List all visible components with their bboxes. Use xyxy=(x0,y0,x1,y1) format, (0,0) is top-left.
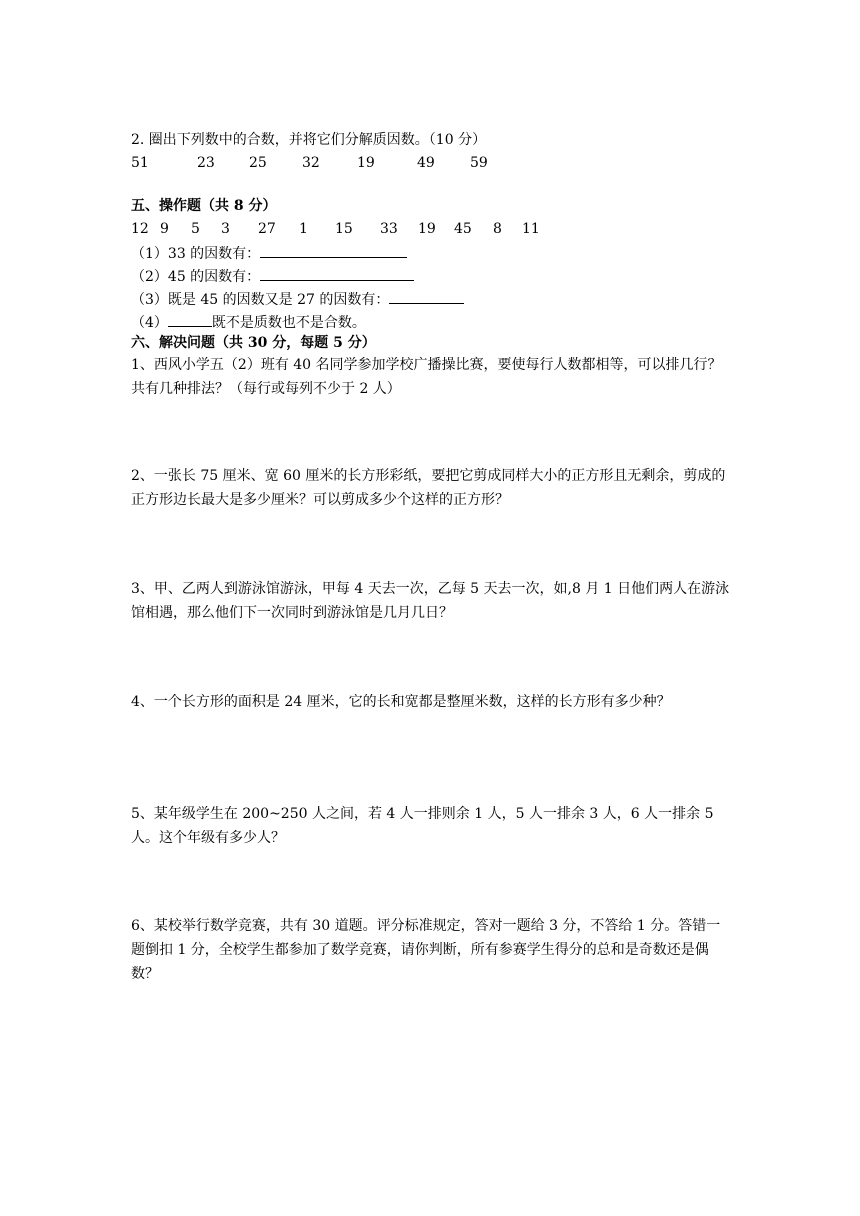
number-item: 5 xyxy=(191,221,200,237)
question-2-title: 2. 圈出下列数中的合数，并将它们分解质因数。（10 分） xyxy=(131,132,487,148)
number-item: 33 xyxy=(380,221,398,237)
answer-blank[interactable] xyxy=(389,289,464,304)
number-item: 23 xyxy=(197,155,215,171)
number-item: 12 xyxy=(131,221,149,237)
word-problem-2: 2、一张长 75 厘米、宽 60 厘米的长方形彩纸，要把它剪成同样大小的正方形且无剩余，剪成的正方形边长最大是多少厘米？可以剪成多少个这样的正方形？ xyxy=(131,468,726,508)
number-item: 19 xyxy=(357,155,375,171)
number-item: 27 xyxy=(258,221,276,237)
operation-item-3 xyxy=(131,289,464,310)
number-item: 32 xyxy=(302,155,320,171)
number-item: 1 xyxy=(299,221,308,237)
word-problem-1: 1、西风小学五（2）班有 40 名同学参加学校广播操比赛，要使每行人数都相等，可以排几行？共有几种排法？（每行或每列不少于 2 人） xyxy=(131,357,722,397)
operation-item-2 xyxy=(131,266,414,287)
number-item: 51 xyxy=(131,155,149,171)
answer-blank[interactable] xyxy=(168,312,212,327)
number-item: 25 xyxy=(249,155,267,171)
operation-item-prefix: （4） xyxy=(131,315,168,331)
operation-number-row xyxy=(131,219,731,239)
number-item: 19 xyxy=(418,221,436,237)
number-item: 59 xyxy=(470,155,488,171)
number-item: 15 xyxy=(335,221,353,237)
section-5-heading: 五、操作题（共 8 分） xyxy=(131,198,277,214)
operation-item-1 xyxy=(131,243,407,264)
section-6-heading: 六、解决问题（共 30 分，每题 5 分） xyxy=(131,335,376,351)
number-item: 45 xyxy=(454,221,472,237)
word-problem-4: 4、一个长方形的面积是 24 厘米，它的长和宽都是整厘米数，这样的长方形有多少种？ xyxy=(131,694,671,710)
number-item: 9 xyxy=(160,221,169,237)
answer-blank[interactable] xyxy=(260,266,414,281)
number-item: 11 xyxy=(522,221,540,237)
word-problem-5: 5、某年级学生在 200~250 人之间，若 4 人一排则余 1 人，5 人一排余 3 人，6 人一排余 5 人。这个年级有多少人？ xyxy=(131,806,714,846)
operation-item-4 xyxy=(131,312,366,333)
operation-item-text: （3）既是 45 的因数又是 27 的因数有： xyxy=(131,292,390,308)
operation-item-suffix: 既不是质数也不是合数。 xyxy=(211,315,366,331)
number-item: 8 xyxy=(493,221,502,237)
number-item: 49 xyxy=(417,155,435,171)
operation-item-text: （1）33 的因数有： xyxy=(131,246,261,262)
number-item: 3 xyxy=(221,221,230,237)
composite-number-row xyxy=(131,153,731,173)
word-problem-3: 3、甲、乙两人到游泳馆游泳，甲每 4 天去一次，乙每 5 天去一次，如,8 月 1 日他们两人在游泳馆相遇，那么他们下一次同时到游泳馆是几月几日？ xyxy=(131,581,730,621)
answer-blank[interactable] xyxy=(260,243,407,258)
operation-item-text: （2）45 的因数有： xyxy=(131,269,261,285)
word-problem-6: 6、某校举行数学竞赛，共有 30 道题。评分标准规定，答对一题给 3 分，不答给 1 分。答错一题倒扣 1 分，全校学生都参加了数学竞赛，请你判断，所有参赛学生得分的总和是奇数还是偶数？ xyxy=(131,918,721,982)
